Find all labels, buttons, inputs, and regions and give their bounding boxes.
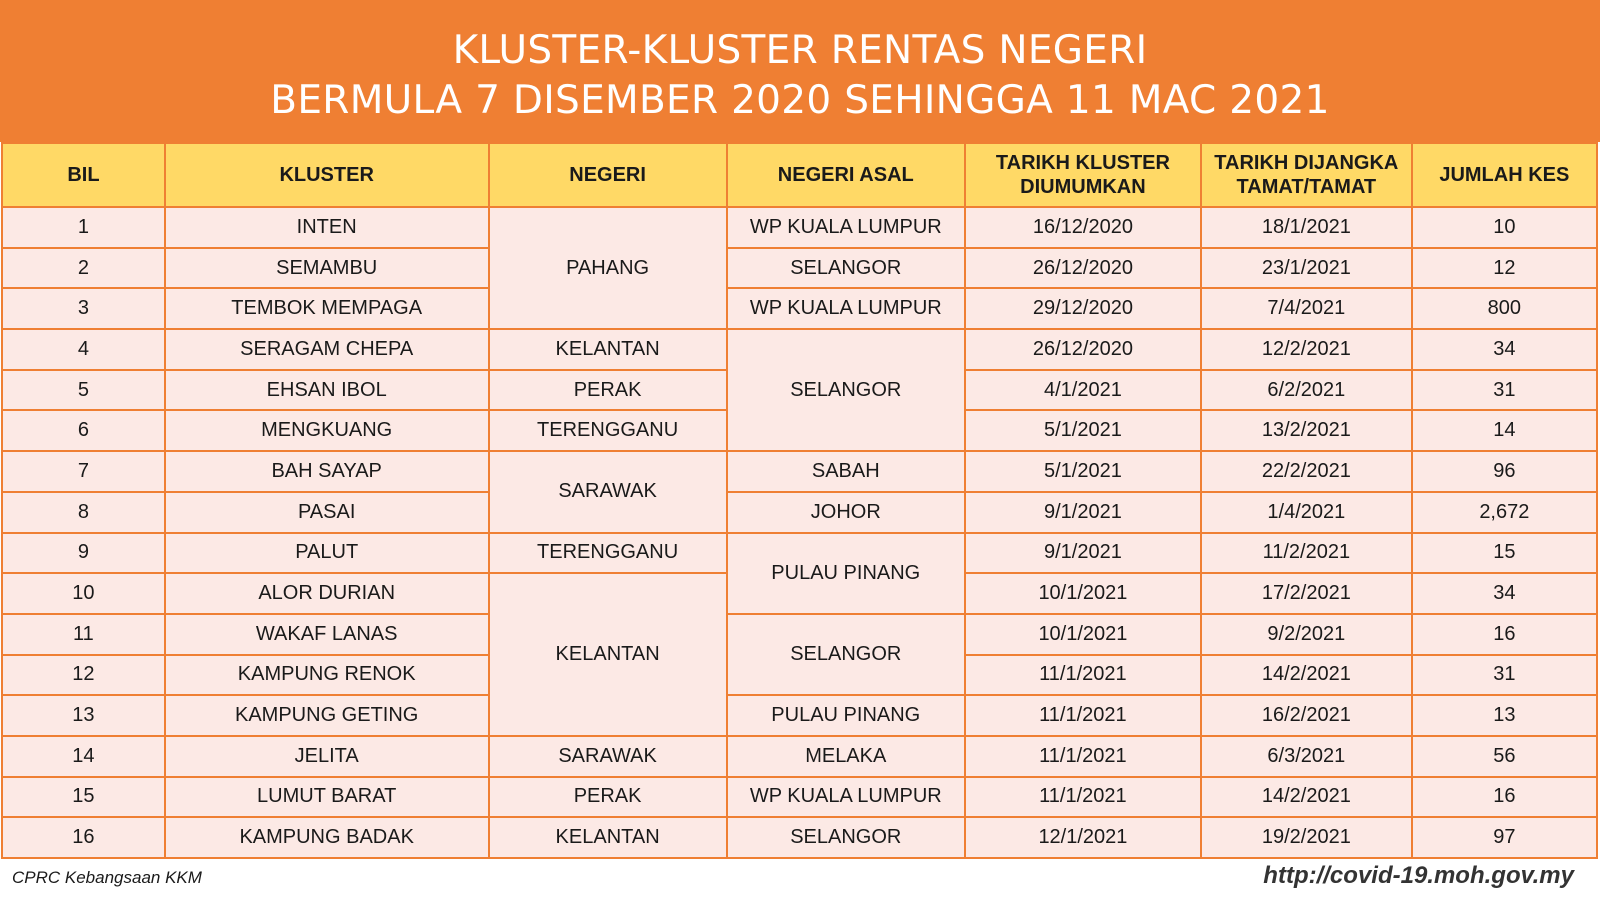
cell-jumlah-kes: 31 xyxy=(1412,370,1597,411)
cell-tarikh-tamat: 13/2/2021 xyxy=(1201,410,1412,451)
cell-bil: 7 xyxy=(2,451,165,492)
cell-tarikh-tamat: 23/1/2021 xyxy=(1201,248,1412,289)
cell-kluster: KAMPUNG BADAK xyxy=(165,817,489,858)
column-header-kluster: KLUSTER xyxy=(165,143,489,207)
cell-tarikh-tamat: 11/2/2021 xyxy=(1201,533,1412,574)
clusters-table xyxy=(1,142,1598,859)
cell-bil: 2 xyxy=(2,248,165,289)
cell-bil: 9 xyxy=(2,533,165,574)
cell-tarikh-diumumkan: 9/1/2021 xyxy=(965,492,1201,533)
cell-jumlah-kes: 31 xyxy=(1412,655,1597,696)
cell-tarikh-tamat: 1/4/2021 xyxy=(1201,492,1412,533)
cell-kluster: KAMPUNG GETING xyxy=(165,695,489,736)
source-credit: CPRC Kebangsaan KKM xyxy=(12,868,202,887)
cell-tarikh-diumumkan: 11/1/2021 xyxy=(965,736,1201,777)
cell-kluster: INTEN xyxy=(165,207,489,248)
cell-jumlah-kes: 12 xyxy=(1412,248,1597,289)
table-row xyxy=(2,492,1597,533)
cell-negeri-asal: WP KUALA LUMPUR xyxy=(727,777,965,818)
cell-jumlah-kes: 800 xyxy=(1412,288,1597,329)
page-title: KLUSTER-KLUSTER RENTAS NEGERI xyxy=(452,28,1148,73)
cell-jumlah-kes: 97 xyxy=(1412,817,1597,858)
cell-jumlah-kes: 14 xyxy=(1412,410,1597,451)
cell-jumlah-kes: 34 xyxy=(1412,329,1597,370)
cell-kluster: MENGKUANG xyxy=(165,410,489,451)
table-row xyxy=(2,207,1597,248)
table-row xyxy=(2,695,1597,736)
cell-negeri-asal: SELANGOR xyxy=(727,614,965,695)
cell-tarikh-diumumkan: 11/1/2021 xyxy=(965,655,1201,696)
cell-negeri-asal: WP KUALA LUMPUR xyxy=(727,288,965,329)
cell-tarikh-tamat: 9/2/2021 xyxy=(1201,614,1412,655)
table-row xyxy=(2,288,1597,329)
cell-tarikh-tamat: 14/2/2021 xyxy=(1201,655,1412,696)
cell-kluster: JELITA xyxy=(165,736,489,777)
cell-negeri: KELANTAN xyxy=(489,573,727,736)
cell-negeri-asal: JOHOR xyxy=(727,492,965,533)
column-header-tarikh-tamat: TARIKH DIJANGKA TAMAT/TAMAT xyxy=(1201,143,1412,207)
cell-negeri: PERAK xyxy=(489,777,727,818)
table-row xyxy=(2,451,1597,492)
cell-kluster: SEMAMBU xyxy=(165,248,489,289)
cell-bil: 4 xyxy=(2,329,165,370)
table-row xyxy=(2,817,1597,858)
cell-jumlah-kes: 56 xyxy=(1412,736,1597,777)
cell-tarikh-tamat: 17/2/2021 xyxy=(1201,573,1412,614)
cell-kluster: ALOR DURIAN xyxy=(165,573,489,614)
cell-jumlah-kes: 10 xyxy=(1412,207,1597,248)
cell-tarikh-tamat: 22/2/2021 xyxy=(1201,451,1412,492)
cell-jumlah-kes: 2,672 xyxy=(1412,492,1597,533)
column-header-jumlah-kes: JUMLAH KES xyxy=(1412,143,1597,207)
cell-kluster: KAMPUNG RENOK xyxy=(165,655,489,696)
cell-tarikh-tamat: 18/1/2021 xyxy=(1201,207,1412,248)
cell-jumlah-kes: 34 xyxy=(1412,573,1597,614)
cell-tarikh-diumumkan: 29/12/2020 xyxy=(965,288,1201,329)
cell-tarikh-tamat: 19/2/2021 xyxy=(1201,817,1412,858)
cell-negeri: SARAWAK xyxy=(489,736,727,777)
cell-tarikh-tamat: 6/3/2021 xyxy=(1201,736,1412,777)
cell-bil: 5 xyxy=(2,370,165,411)
cell-negeri-asal: WP KUALA LUMPUR xyxy=(727,207,965,248)
table-header-row xyxy=(2,143,1597,207)
cell-tarikh-diumumkan: 5/1/2021 xyxy=(965,410,1201,451)
cell-tarikh-diumumkan: 10/1/2021 xyxy=(965,614,1201,655)
cell-tarikh-diumumkan: 5/1/2021 xyxy=(965,451,1201,492)
cell-negeri: TERENGGANU xyxy=(489,410,727,451)
table-row xyxy=(2,248,1597,289)
cell-kluster: LUMUT BARAT xyxy=(165,777,489,818)
cell-tarikh-diumumkan: 12/1/2021 xyxy=(965,817,1201,858)
cell-negeri-asal: SABAH xyxy=(727,451,965,492)
cell-bil: 14 xyxy=(2,736,165,777)
cell-negeri-asal: SELANGOR xyxy=(727,817,965,858)
cell-kluster: PALUT xyxy=(165,533,489,574)
cell-bil: 13 xyxy=(2,695,165,736)
cell-kluster: EHSAN IBOL xyxy=(165,370,489,411)
column-header-negeri-asal: NEGERI ASAL xyxy=(727,143,965,207)
cell-tarikh-tamat: 7/4/2021 xyxy=(1201,288,1412,329)
cell-bil: 12 xyxy=(2,655,165,696)
cell-tarikh-diumumkan: 26/12/2020 xyxy=(965,248,1201,289)
cell-negeri: PERAK xyxy=(489,370,727,411)
cell-tarikh-tamat: 16/2/2021 xyxy=(1201,695,1412,736)
cell-kluster: TEMBOK MEMPAGA xyxy=(165,288,489,329)
title-banner xyxy=(0,0,1600,142)
cell-bil: 8 xyxy=(2,492,165,533)
cell-bil: 1 xyxy=(2,207,165,248)
column-header-tarikh-diumumkan: TARIKH KLUSTER DIUMUMKAN xyxy=(965,143,1201,207)
cell-kluster: SERAGAM CHEPA xyxy=(165,329,489,370)
cell-bil: 15 xyxy=(2,777,165,818)
cell-tarikh-tamat: 14/2/2021 xyxy=(1201,777,1412,818)
cell-negeri-asal: PULAU PINANG xyxy=(727,533,965,614)
cell-tarikh-diumumkan: 11/1/2021 xyxy=(965,695,1201,736)
cell-negeri-asal: MELAKA xyxy=(727,736,965,777)
cell-negeri: PAHANG xyxy=(489,207,727,329)
cell-jumlah-kes: 96 xyxy=(1412,451,1597,492)
cell-tarikh-tamat: 6/2/2021 xyxy=(1201,370,1412,411)
cell-kluster: BAH SAYAP xyxy=(165,451,489,492)
cell-negeri-asal: SELANGOR xyxy=(727,329,965,451)
cell-tarikh-tamat: 12/2/2021 xyxy=(1201,329,1412,370)
table-row xyxy=(2,533,1597,574)
cell-kluster: PASAI xyxy=(165,492,489,533)
cell-jumlah-kes: 13 xyxy=(1412,695,1597,736)
cell-negeri: SARAWAK xyxy=(489,451,727,532)
cell-bil: 3 xyxy=(2,288,165,329)
table-row xyxy=(2,329,1597,370)
cell-negeri: KELANTAN xyxy=(489,817,727,858)
column-header-negeri: NEGERI xyxy=(489,143,727,207)
cell-bil: 11 xyxy=(2,614,165,655)
cell-bil: 16 xyxy=(2,817,165,858)
cell-negeri-asal: SELANGOR xyxy=(727,248,965,289)
cell-jumlah-kes: 16 xyxy=(1412,614,1597,655)
cell-kluster: WAKAF LANAS xyxy=(165,614,489,655)
cell-tarikh-diumumkan: 11/1/2021 xyxy=(965,777,1201,818)
cell-bil: 6 xyxy=(2,410,165,451)
cell-negeri: KELANTAN xyxy=(489,329,727,370)
cell-bil: 10 xyxy=(2,573,165,614)
cell-tarikh-diumumkan: 26/12/2020 xyxy=(965,329,1201,370)
page-subtitle: BERMULA 7 DISEMBER 2020 SEHINGGA 11 MAC 2021 xyxy=(270,78,1330,123)
cell-jumlah-kes: 15 xyxy=(1412,533,1597,574)
cell-tarikh-diumumkan: 16/12/2020 xyxy=(965,207,1201,248)
cell-negeri-asal: PULAU PINANG xyxy=(727,695,965,736)
cell-tarikh-diumumkan: 4/1/2021 xyxy=(965,370,1201,411)
cell-negeri: TERENGGANU xyxy=(489,533,727,574)
table-row xyxy=(2,736,1597,777)
website-link[interactable]: http://covid-19.moh.gov.my xyxy=(1263,862,1574,889)
column-header-bil: BIL xyxy=(2,143,165,207)
table-row xyxy=(2,614,1597,655)
cell-tarikh-diumumkan: 10/1/2021 xyxy=(965,573,1201,614)
cell-jumlah-kes: 16 xyxy=(1412,777,1597,818)
cell-tarikh-diumumkan: 9/1/2021 xyxy=(965,533,1201,574)
table-row xyxy=(2,777,1597,818)
